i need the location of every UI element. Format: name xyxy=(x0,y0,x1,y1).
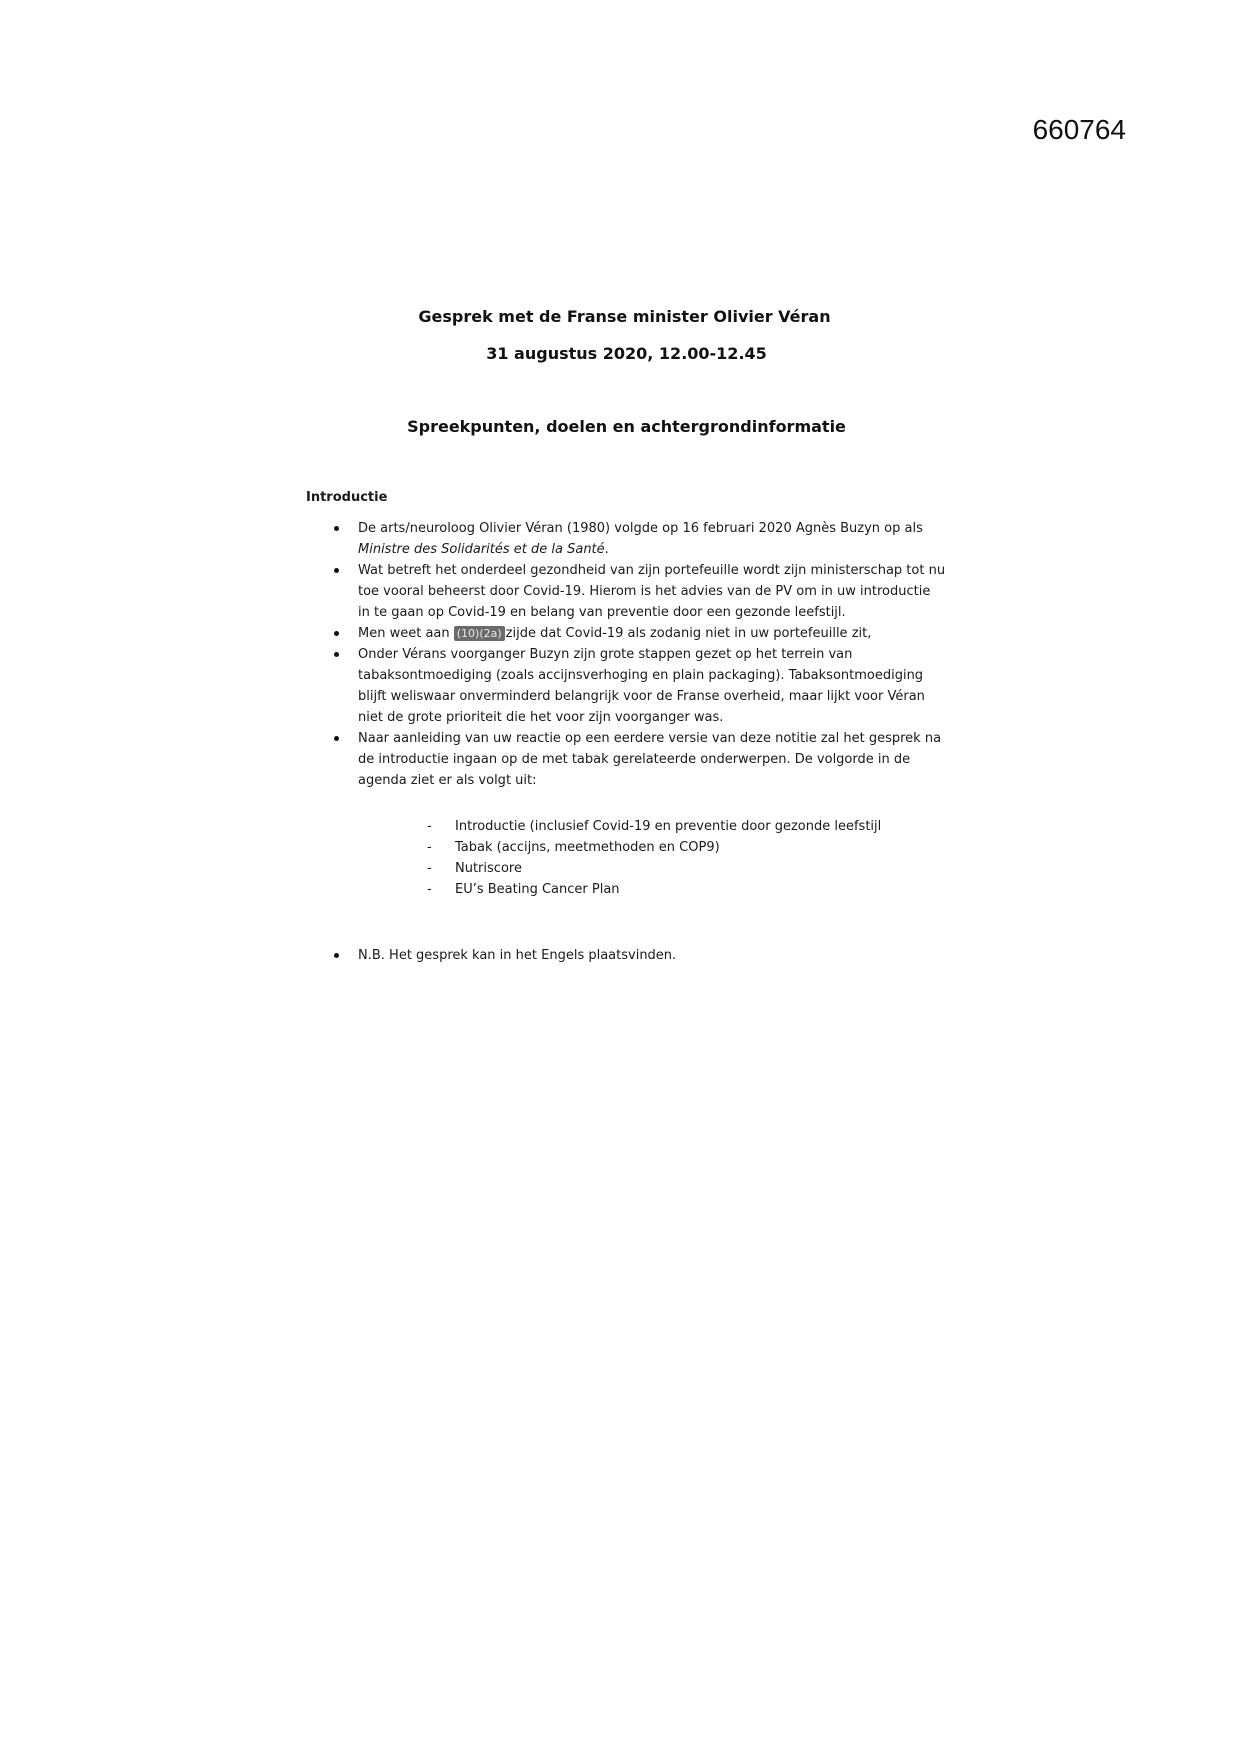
bullet-text: De arts/neuroloog Olivier Véran (1980) volgde op 16 februari 2020 Agnès Buzyn op als xyxy=(358,521,923,536)
agenda-list xyxy=(427,816,881,900)
bullet-text: Onder Vérans voorganger Buzyn zijn grote stappen gezet op het terrein van tabaksontmoediging (zoals accijnsverhoging en plain packaging). Tabaksontmoediging blijft weliswaar onverminderd belangrijk voor de Franse overheid, maar lijkt voor Véran niet de grote prioriteit die het voor zijn voorganger was. xyxy=(358,647,925,725)
redaction-label: (10)(2a) xyxy=(454,626,505,641)
note-bullet xyxy=(306,945,946,966)
meeting-date: 31 augustus 2020, 12.00-12.45 xyxy=(486,344,767,363)
bullet-text: Wat betreft het onderdeel gezondheid van zijn portefeuille wordt zijn ministerschap tot nu toe vooral beheerst door Covid-19. Hierom is het advies van de PV om in uw introductie in te gaan op Covid-19 en belang van preventie door een gezonde leefstijl. xyxy=(358,563,946,620)
bullet-dot-icon xyxy=(334,526,339,531)
agenda-item xyxy=(427,858,881,879)
agenda-item xyxy=(427,816,881,837)
dash-marker: - xyxy=(427,861,432,876)
dash-marker: - xyxy=(427,819,432,834)
bullet-text: Naar aanleiding van uw reactie op een eerdere versie van deze notitie zal het gesprek na de introductie ingaan op de met tabak gerelateerde onderwerpen. De volgorde in de agenda ziet er als volgt uit: xyxy=(358,731,942,788)
document-number: 660764 xyxy=(1032,114,1126,145)
bullet-item xyxy=(306,728,946,791)
note-text: N.B. Het gesprek kan in het Engels plaatsvinden. xyxy=(358,948,677,963)
agenda-item xyxy=(427,879,881,900)
agenda-item xyxy=(427,837,881,858)
section-heading: Introductie xyxy=(306,490,388,505)
bullet-item xyxy=(306,623,946,644)
dash-marker: - xyxy=(427,882,432,897)
bullet-dot-icon xyxy=(334,736,339,741)
bullet-item xyxy=(306,644,946,728)
agenda-item-text: EU’s Beating Cancer Plan xyxy=(455,882,620,897)
dash-marker: - xyxy=(427,840,432,855)
bullet-text: . xyxy=(604,542,609,557)
introduction-bullet-list xyxy=(306,518,946,791)
document-title: Gesprek met de Franse minister Olivier Véran xyxy=(418,307,831,326)
bullet-dot-icon xyxy=(334,953,339,958)
bullet-dot-icon xyxy=(334,652,339,657)
agenda-item-text: Nutriscore xyxy=(455,861,522,876)
bullet-italic-text: Ministre des Solidarités et de la Santé xyxy=(358,542,605,557)
bullet-item xyxy=(306,518,946,560)
bullet-item xyxy=(306,560,946,623)
bullet-text: Men weet aan xyxy=(358,626,454,641)
agenda-item-text: Introductie (inclusief Covid-19 en preventie door gezonde leefstijl xyxy=(455,819,882,834)
document-subtitle: Spreekpunten, doelen en achtergrondinformatie xyxy=(407,417,846,436)
bullet-text: zijde dat Covid-19 als zodanig niet in uw portefeuille zit, xyxy=(505,626,872,641)
bullet-dot-icon xyxy=(334,631,339,636)
introduction-section xyxy=(306,487,946,791)
agenda-item-text: Tabak (accijns, meetmethoden en COP9) xyxy=(455,840,720,855)
bullet-dot-icon xyxy=(334,568,339,573)
